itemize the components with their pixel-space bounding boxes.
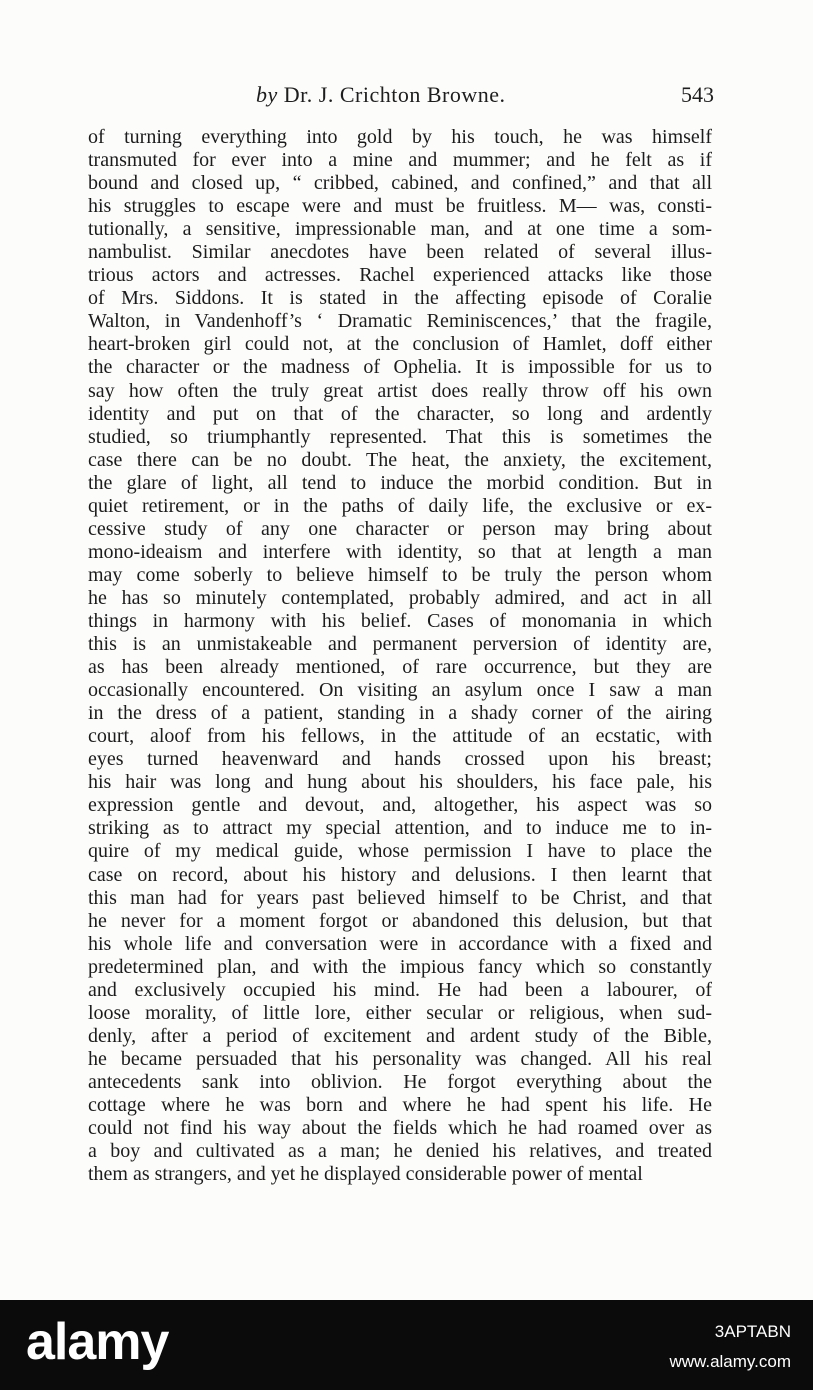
text-line: case on record, about his history and delusions. I then learnt that <box>88 863 712 886</box>
running-head-author <box>256 82 505 108</box>
watermark-banner <box>0 1300 813 1390</box>
text-line: them as strangers, and yet he displayed considerable power of mental <box>88 1163 643 1186</box>
text-line: mono-ideaism and interfere with identity, so that at length a man <box>88 540 712 563</box>
text-line: things in harmony with his belief. Cases of monomania in which <box>88 609 712 632</box>
text-line: heart-broken girl could not, at the conclusion of Hamlet, doff either <box>88 333 712 356</box>
text-line: his struggles to escape were and must be fruitless. M— was, consti- <box>88 195 712 218</box>
text-line: occasionally encountered. On visiting an asylum once I saw a man <box>88 679 712 702</box>
text-line: nambulist. Similar anecdotes have been related of several illus- <box>88 241 712 264</box>
page-number: 543 <box>681 82 714 107</box>
text-line: striking as to attract my special attention, and to induce me to in- <box>88 817 712 840</box>
text-line: he has so minutely contemplated, probably admired, and act in all <box>88 586 712 609</box>
text-line: bound and closed up, “ cribbed, cabined, and confined,” and that all <box>88 172 712 195</box>
text-line: in the dress of a patient, standing in a shady corner of the airing <box>88 702 712 725</box>
body-text <box>88 126 712 1186</box>
running-head <box>88 82 714 114</box>
text-line: denly, after a period of excitement and ardent study of the Bible, <box>88 1024 712 1047</box>
text-line: Walton, in Vandenhoff’s ‘ Dramatic Reminiscences,’ that the fragile, <box>88 310 712 333</box>
watermark-site: www.alamy.com <box>669 1352 791 1371</box>
text-line: a boy and cultivated as a man; he denied his relatives, and treated <box>88 1140 712 1163</box>
text-line: cessive study of any one character or person may bring about <box>88 517 712 540</box>
text-line: transmuted for ever into a mine and mummer; and he felt as if <box>88 149 712 172</box>
text-line: say how often the truly great artist does really throw off his own <box>88 379 712 402</box>
text-line: eyes turned heavenward and hands crossed upon his breast; <box>88 748 712 771</box>
text-line: his whole life and conversation were in accordance with a fixed and <box>88 932 712 955</box>
text-line: and exclusively occupied his mind. He had been a labourer, of <box>88 978 712 1001</box>
text-line: cottage where he was born and where he had spent his life. He <box>88 1093 712 1116</box>
text-line: this man had for years past believed himself to be Christ, and that <box>88 886 712 909</box>
text-line: court, aloof from his fellows, in the attitude of an ecstatic, with <box>88 725 712 748</box>
text-line: could not find his way about the fields which he had roamed over as <box>88 1117 712 1140</box>
text-line: he became persuaded that his personality was changed. All his real <box>88 1047 712 1070</box>
text-line: the glare of light, all tend to induce the morbid condition. But in <box>88 471 712 494</box>
text-line: identity and put on that of the character, so long and ardently <box>88 402 712 425</box>
watermark-brand: alamy <box>26 1313 169 1371</box>
text-line: quire of my medical guide, whose permission I have to place the <box>88 840 712 863</box>
text-line: of turning everything into gold by his touch, he was himself <box>88 126 712 148</box>
text-line: of Mrs. Siddons. It is stated in the affecting episode of Coralie <box>88 287 712 310</box>
text-line: tutionally, a sensitive, impressionable man, and at one time a som- <box>88 218 712 241</box>
author-name: Dr. J. Crichton Browne. <box>283 82 506 107</box>
text-line: predetermined plan, and with the impious fancy which so constantly <box>88 955 712 978</box>
text-line: his hair was long and hung about his shoulders, his face pale, his <box>88 771 712 794</box>
text-line: the character or the madness of Ophelia. It is impossible for us to <box>88 356 712 379</box>
text-line: this is an unmistakeable and permanent perversion of identity are, <box>88 633 712 656</box>
text-line: as has been already mentioned, of rare occurrence, but they are <box>88 656 712 679</box>
text-line: quiet retirement, or in the paths of daily life, the exclusive or ex- <box>88 494 712 517</box>
text-line: trious actors and actresses. Rachel experienced attacks like those <box>88 264 712 287</box>
text-line: he never for a moment forgot or abandoned this delusion, but that <box>88 909 712 932</box>
watermark-image-id: 3APTABN <box>714 1322 791 1341</box>
text-line: may come soberly to believe himself to be truly the person whom <box>88 563 712 586</box>
text-line: case there can be no doubt. The heat, the anxiety, the excitement, <box>88 448 712 471</box>
running-head-by: by <box>256 82 278 107</box>
text-line: loose morality, of little lore, either secular or religious, when sud- <box>88 1001 712 1024</box>
text-line: antecedents sank into oblivion. He forgot everything about the <box>88 1070 712 1093</box>
text-line: studied, so triumphantly represented. That this is sometimes the <box>88 425 712 448</box>
text-line: expression gentle and devout, and, altogether, his aspect was so <box>88 794 712 817</box>
